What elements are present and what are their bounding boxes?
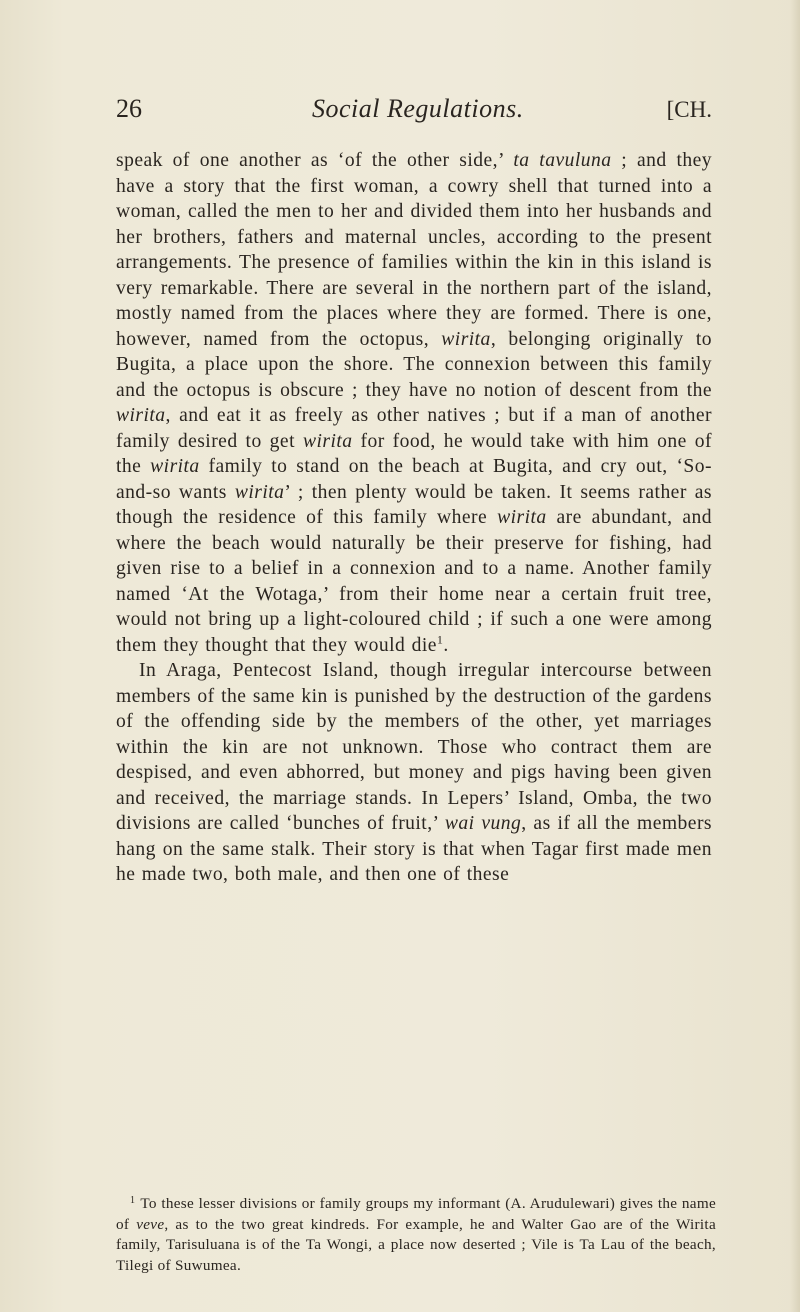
text-run: , as if all the members hang on the same stalk. Their story is that when Tagar first made men he made two, both male, and then one of these [116,813,712,885]
footnote-marker: 1 [130,1195,136,1206]
page-number: 26 [116,94,142,123]
paragraph-2 [116,658,712,888]
text-run: , and eat it as freely as other natives ; but if a man of another family desired to get [116,405,712,452]
italic-term: wirita [116,405,166,426]
chapter-abbreviation: [CH. [666,97,712,122]
text-run: In Araga, Pentecost Island, though irregular intercourse between members of the same kin is punished by the destruction of the gardens of the offending side by the members of the other, yet marriages within the kin are not unknown. Those who contract them are despised, and even abhorred, but money and pigs having been given and received, the marriage stands. In Lepers’ Island, Omba, the two divisions are called ‘bunches of fruit,’ [116,660,712,834]
italic-term: veve [136,1215,165,1233]
page-header [116,94,712,134]
text-run: . [443,634,449,656]
text-run: are abundant, and where the beach would naturally be their preserve for fishing, had given rise to a belief in a connexion and to a name. Another family named ‘At the Wotaga,’ from their home near a certain fruit tree, would not bring up a light-coloured child ; if such a one were among them they thought that they would die [116,507,713,656]
italic-term: wirita [150,456,200,477]
text-run: , as to the two great kindreds. For example, he and Walter Gao are of the Wirita family, Tarisuluana is of the Ta Wongi, a place now deserted ; Vile is Ta Lau of the beach, Tilegi of Suwumea. [116,1215,716,1274]
page-edge-shadow [790,0,800,1312]
italic-term: wirita [497,507,547,528]
running-title: Social Regulations. [312,94,524,123]
italic-term: wirita [234,481,285,503]
text-run: family to stand on the beach at Bugita, and cry out, ‘So-and-so wants [116,456,712,503]
italic-term: wirita [302,430,353,452]
text-run: , belonging originally to Bugita, a place upon the shore. The connexion between this family and the octopus is obscure ; they have no notion of descent from the [116,328,712,401]
paragraph-1 [116,148,712,658]
italic-term: ta tavuluna [513,150,612,171]
italic-term: wirita [441,328,491,350]
italic-term: wai vung [444,813,522,834]
text-run: ’ ; then plenty would be taken. It seems rather as though the residence of this family where [116,481,713,528]
main-text [116,148,712,888]
text-run: for food, he would take with him one of the [116,430,712,477]
footnote-reference: 1 [436,631,444,646]
text-run: To these lesser divisions or family groups my informant (A. Arudulewari) gives the name of [116,1195,716,1233]
text-run: ; and they have a story that the first woman, a cowry shell that turned into a woman, called the men to her and divided them into her husbands and her brothers, fathers and maternal uncles, according to the present arrangements. The presence of families within the kin in this island is very remarkable. There are several in the northern part of the island, mostly named from the places where they are formed. There is one, however, named from the octopus, [116,150,712,350]
footnote-text [116,1191,716,1276]
footnote [116,1191,716,1276]
text-run: speak of one another as ‘of the other side,’ [116,150,514,171]
